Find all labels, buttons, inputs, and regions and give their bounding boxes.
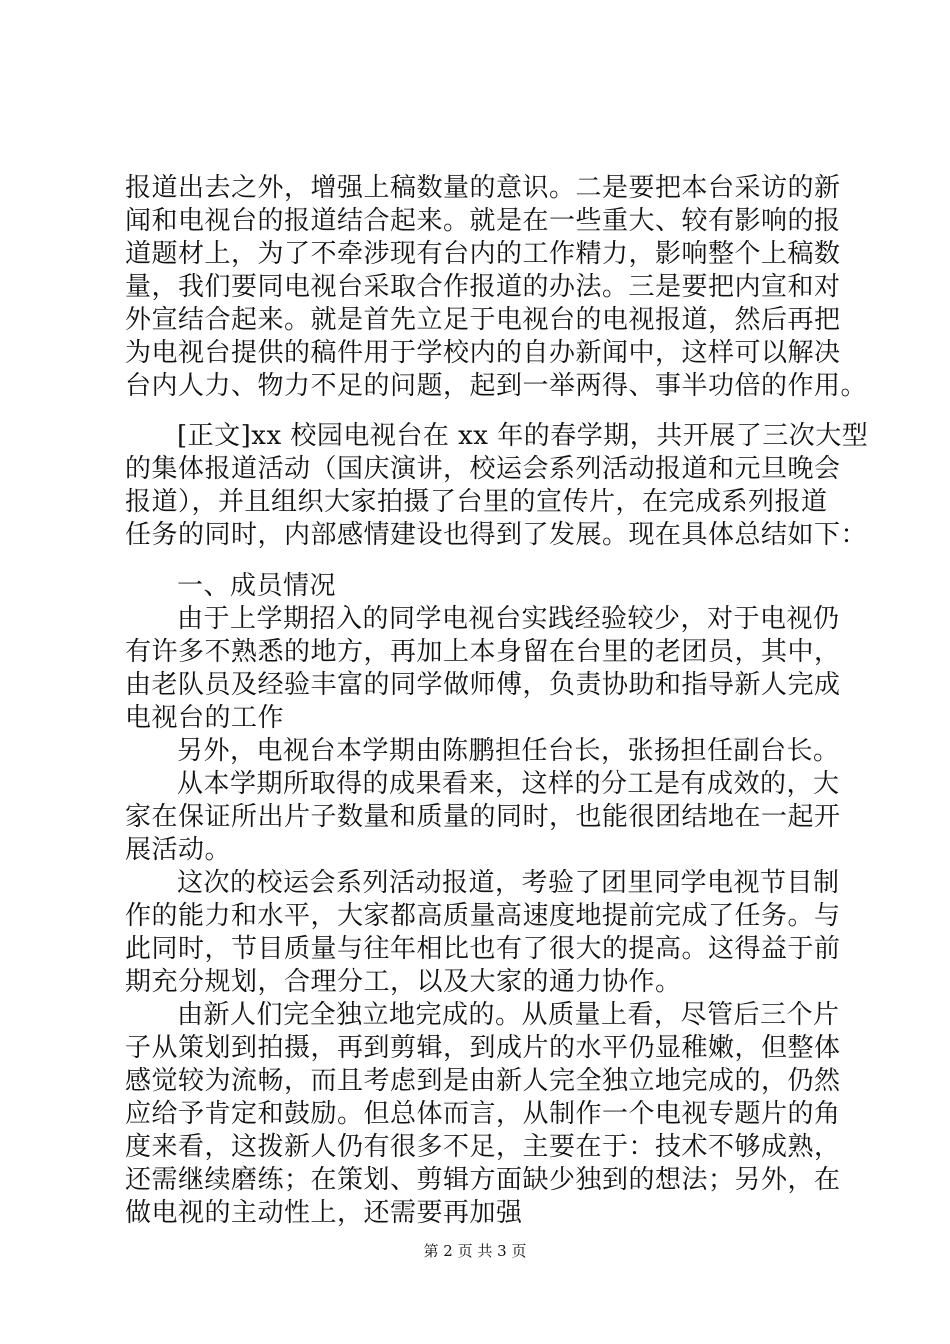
paragraph-1-line: 外宣结合起来。就是首先立足于电视台的电视报道，然后再把 bbox=[125, 305, 841, 335]
paragraph-7-line: 应给予肯定和鼓励。但总体而言，从制作一个电视专题片的角 bbox=[125, 1099, 841, 1129]
paragraph-3-line: 有许多不熟悉的地方，再加上本身留在台里的老团员，其中， bbox=[125, 637, 841, 667]
paragraph-7-line: 还需继续磨练；在策划、剪辑方面缺少独到的想法；另外，在 bbox=[125, 1165, 841, 1195]
paragraph-7-line: 由新人们完全独立地完成的。从质量上看，尽管后三个片 bbox=[177, 1000, 840, 1030]
paragraph-5-line: 从本学期所取得的成果看来，这样的分工是有成效的，大 bbox=[177, 769, 840, 799]
paragraph-6-line: 期充分规划，合理分工，以及大家的通力协作。 bbox=[125, 967, 682, 997]
paragraph-5-line: 展活动。 bbox=[125, 835, 232, 865]
paragraph-1-line: 道题材上，为了不牵涉现有台内的工作精力，影响整个上稿数 bbox=[125, 239, 841, 269]
paragraph-1-line: 为电视台提供的稿件用于学校内的自办新闻中，这样可以解决 bbox=[125, 338, 841, 368]
paragraph-7-line: 做电视的主动性上，还需要再加强 bbox=[125, 1198, 523, 1228]
paragraph-1-line: 报道出去之外，增强上稿数量的意识。二是要把本台采访的新 bbox=[125, 173, 841, 203]
paragraph-6-line: 此同时，节目质量与往年相比也有了很大的提高。这得益于前 bbox=[125, 934, 841, 964]
paragraph-1-line: 闻和电视台的报道结合起来。就是在一些重大、较有影响的报 bbox=[125, 206, 841, 236]
paragraph-2-line: 报道），并且组织大家拍摄了台里的宣传片，在完成系列报道 bbox=[125, 487, 828, 517]
paragraph-2-line: [正文]xx 校园电视台在 xx 年的春学期，共开展了三次大型 bbox=[177, 421, 869, 451]
paragraph-1-line: 量，我们要同电视台采取合作报道的办法。三是要把内宣和对 bbox=[125, 272, 841, 302]
section-heading: 一、成员情况 bbox=[177, 571, 337, 601]
paragraph-7-line: 度来看，这拨新人仍有很多不足，主要在于：技术不够成熟， bbox=[125, 1132, 841, 1162]
paragraph-6-line: 这次的校运会系列活动报道，考验了团里同学电视节目制 bbox=[177, 868, 840, 898]
paragraph-3-line: 电视台的工作 bbox=[125, 703, 285, 733]
paragraph-5-line: 家在保证所出片子数量和质量的同时，也能很团结地在一起开 bbox=[125, 802, 841, 832]
paragraph-1-line: 台内人力、物力不足的问题，起到一举两得、事半功倍的作用。 bbox=[125, 371, 868, 401]
page-number-footer: 第 2 页 共 3 页 bbox=[423, 1242, 527, 1260]
paragraph-3-line: 由于上学期招入的同学电视台实践经验较少，对于电视仍 bbox=[177, 604, 840, 634]
paragraph-7-line: 子从策划到拍摄，再到剪辑，到成片的水平仍显稚嫩，但整体 bbox=[125, 1033, 841, 1063]
paragraph-3-line: 由老队员及经验丰富的同学做师傅，负责协助和指导新人完成 bbox=[125, 670, 841, 700]
paragraph-6-line: 作的能力和水平，大家都高质量高速度地提前完成了任务。与 bbox=[125, 901, 841, 931]
paragraph-2-line: 的集体报道活动（国庆演讲，校运会系列活动报道和元旦晚会 bbox=[125, 454, 841, 484]
paragraph-7-line: 感觉较为流畅，而且考虑到是由新人完全独立地完成的，仍然 bbox=[125, 1066, 841, 1096]
paragraph-2-line: 任务的同时，内部感情建设也得到了发展。现在具体总结如下： bbox=[125, 520, 868, 550]
paragraph-4-line: 另外，电视台本学期由陈鹏担任台长，张扬担任副台长。 bbox=[177, 736, 840, 766]
